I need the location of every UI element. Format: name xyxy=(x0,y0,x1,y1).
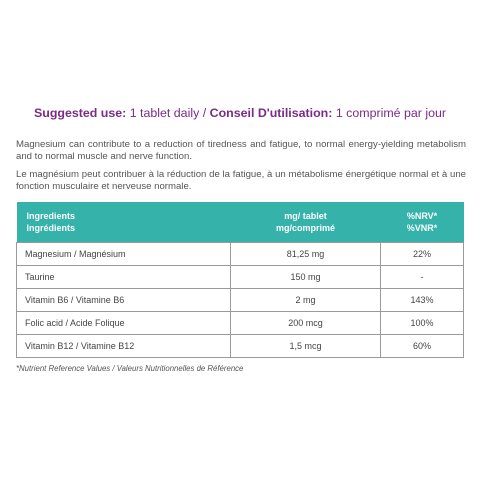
header-amount-fr: mg/comprimé xyxy=(275,223,335,233)
header-amount-en: mg/ tablet xyxy=(284,211,327,221)
header-nrv-fr: %VNR* xyxy=(406,223,438,233)
nrv-cell: 60% xyxy=(381,335,464,358)
conseil-value: 1 comprimé par jour xyxy=(335,106,447,120)
usage-separator: / xyxy=(202,106,207,120)
header-amount xyxy=(231,202,381,243)
suggested-use-label: Suggested use: xyxy=(33,106,127,120)
nrv-cell: 22% xyxy=(381,243,464,266)
table-row xyxy=(17,266,464,289)
ingredient-cell: Folic acid / Acide Folique xyxy=(17,312,231,335)
conseil-label: Conseil D'utilisation: xyxy=(209,106,333,120)
table-row xyxy=(17,243,464,266)
table-row xyxy=(17,335,464,358)
ingredient-cell: Vitamin B12 / Vitamine B12 xyxy=(17,335,231,358)
header-ingredients-en: Ingredients xyxy=(26,211,76,221)
table-header-row xyxy=(17,202,464,243)
description-en: Magnesium can contribute to a reduction of tiredness and fatigue, to normal energy-yielding metabolism and to normal muscle and nerve function. xyxy=(16,139,466,162)
nrv-cell: 100% xyxy=(381,312,464,335)
suggested-use-value: 1 tablet daily xyxy=(129,106,200,120)
description-fr: Le magnésium peut contribuer à la réduction de la fatigue, à un métabolisme énergétique normal et à une fonction musculaire et nerveuse normale. xyxy=(16,169,466,192)
amount-cell: 200 mcg xyxy=(231,312,381,335)
header-nrv-en: %NRV* xyxy=(406,211,438,221)
amount-cell: 1,5 mcg xyxy=(231,335,381,358)
nutrition-table-container xyxy=(16,202,464,358)
nutrition-table xyxy=(16,202,464,358)
footnote: *Nutrient Reference Values / Valeurs Nutritionnelles de Référence xyxy=(16,364,244,373)
nrv-cell: 143% xyxy=(381,289,464,312)
amount-cell: 2 mg xyxy=(231,289,381,312)
table-row xyxy=(17,312,464,335)
suggested-use-line xyxy=(0,106,480,120)
header-ingredients xyxy=(17,202,231,243)
header-nrv xyxy=(381,202,464,243)
table-row xyxy=(17,289,464,312)
ingredient-cell: Vitamin B6 / Vitamine B6 xyxy=(17,289,231,312)
header-ingredients-fr: Ingrédients xyxy=(26,223,76,233)
ingredient-cell: Magnesium / Magnésium xyxy=(17,243,231,266)
amount-cell: 81,25 mg xyxy=(231,243,381,266)
nrv-cell: - xyxy=(381,266,464,289)
ingredient-cell: Taurine xyxy=(17,266,231,289)
amount-cell: 150 mg xyxy=(231,266,381,289)
